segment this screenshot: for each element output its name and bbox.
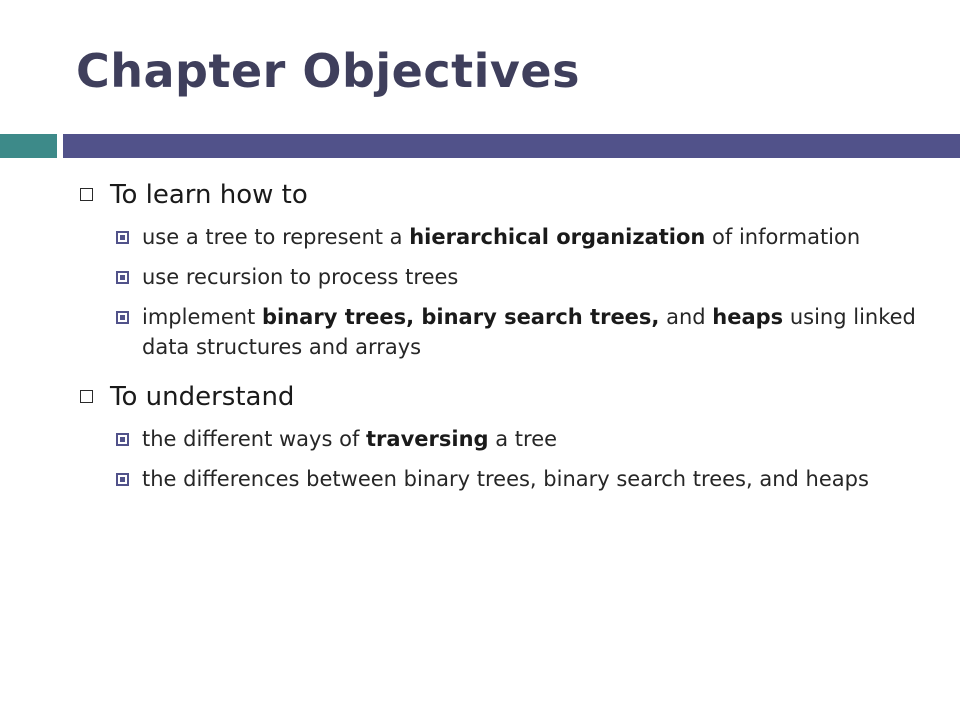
bold-term: binary trees, binary search trees, xyxy=(261,305,660,329)
text-run: implement xyxy=(142,305,262,329)
bold-term: traversing xyxy=(366,427,489,451)
sub-bullet-traversing xyxy=(78,424,938,454)
square-bullet-icon xyxy=(116,433,129,446)
sub-bullet-recursion xyxy=(78,262,938,292)
square-bullet-icon xyxy=(116,231,129,244)
slide-title: Chapter Objectives xyxy=(76,44,580,98)
text-run: the different ways of xyxy=(142,427,367,451)
bullet-list xyxy=(78,178,938,494)
text-run: and xyxy=(659,305,713,329)
sub-bullet-tree-representation xyxy=(78,222,938,252)
text-run: use recursion to process trees xyxy=(142,265,459,289)
square-bullet-icon xyxy=(116,311,129,324)
text-run: use a tree to represent a xyxy=(142,225,410,249)
bullet-understand xyxy=(78,380,938,414)
square-bullet-icon xyxy=(116,473,129,486)
checkbox-bullet-icon xyxy=(80,188,93,201)
checkbox-bullet-icon xyxy=(80,390,93,403)
bullet-learn-how-to xyxy=(78,178,938,212)
bold-term: heaps xyxy=(712,305,784,329)
bullet-heading: To learn how to xyxy=(110,180,308,210)
accent-bar-teal xyxy=(0,134,57,158)
text-run: the differences between binary trees, binary search trees, and heaps xyxy=(142,467,869,491)
sub-bullet-differences xyxy=(78,464,938,494)
bold-term: hierarchical organization xyxy=(409,225,706,249)
text-run: of information xyxy=(705,225,861,249)
sub-bullet-implement xyxy=(78,302,938,362)
accent-bar-purple xyxy=(63,134,960,158)
bullet-heading: To understand xyxy=(110,382,295,412)
text-run: using linked data structures and arrays xyxy=(142,305,916,359)
text-run: a tree xyxy=(488,427,558,451)
square-bullet-icon xyxy=(116,271,129,284)
